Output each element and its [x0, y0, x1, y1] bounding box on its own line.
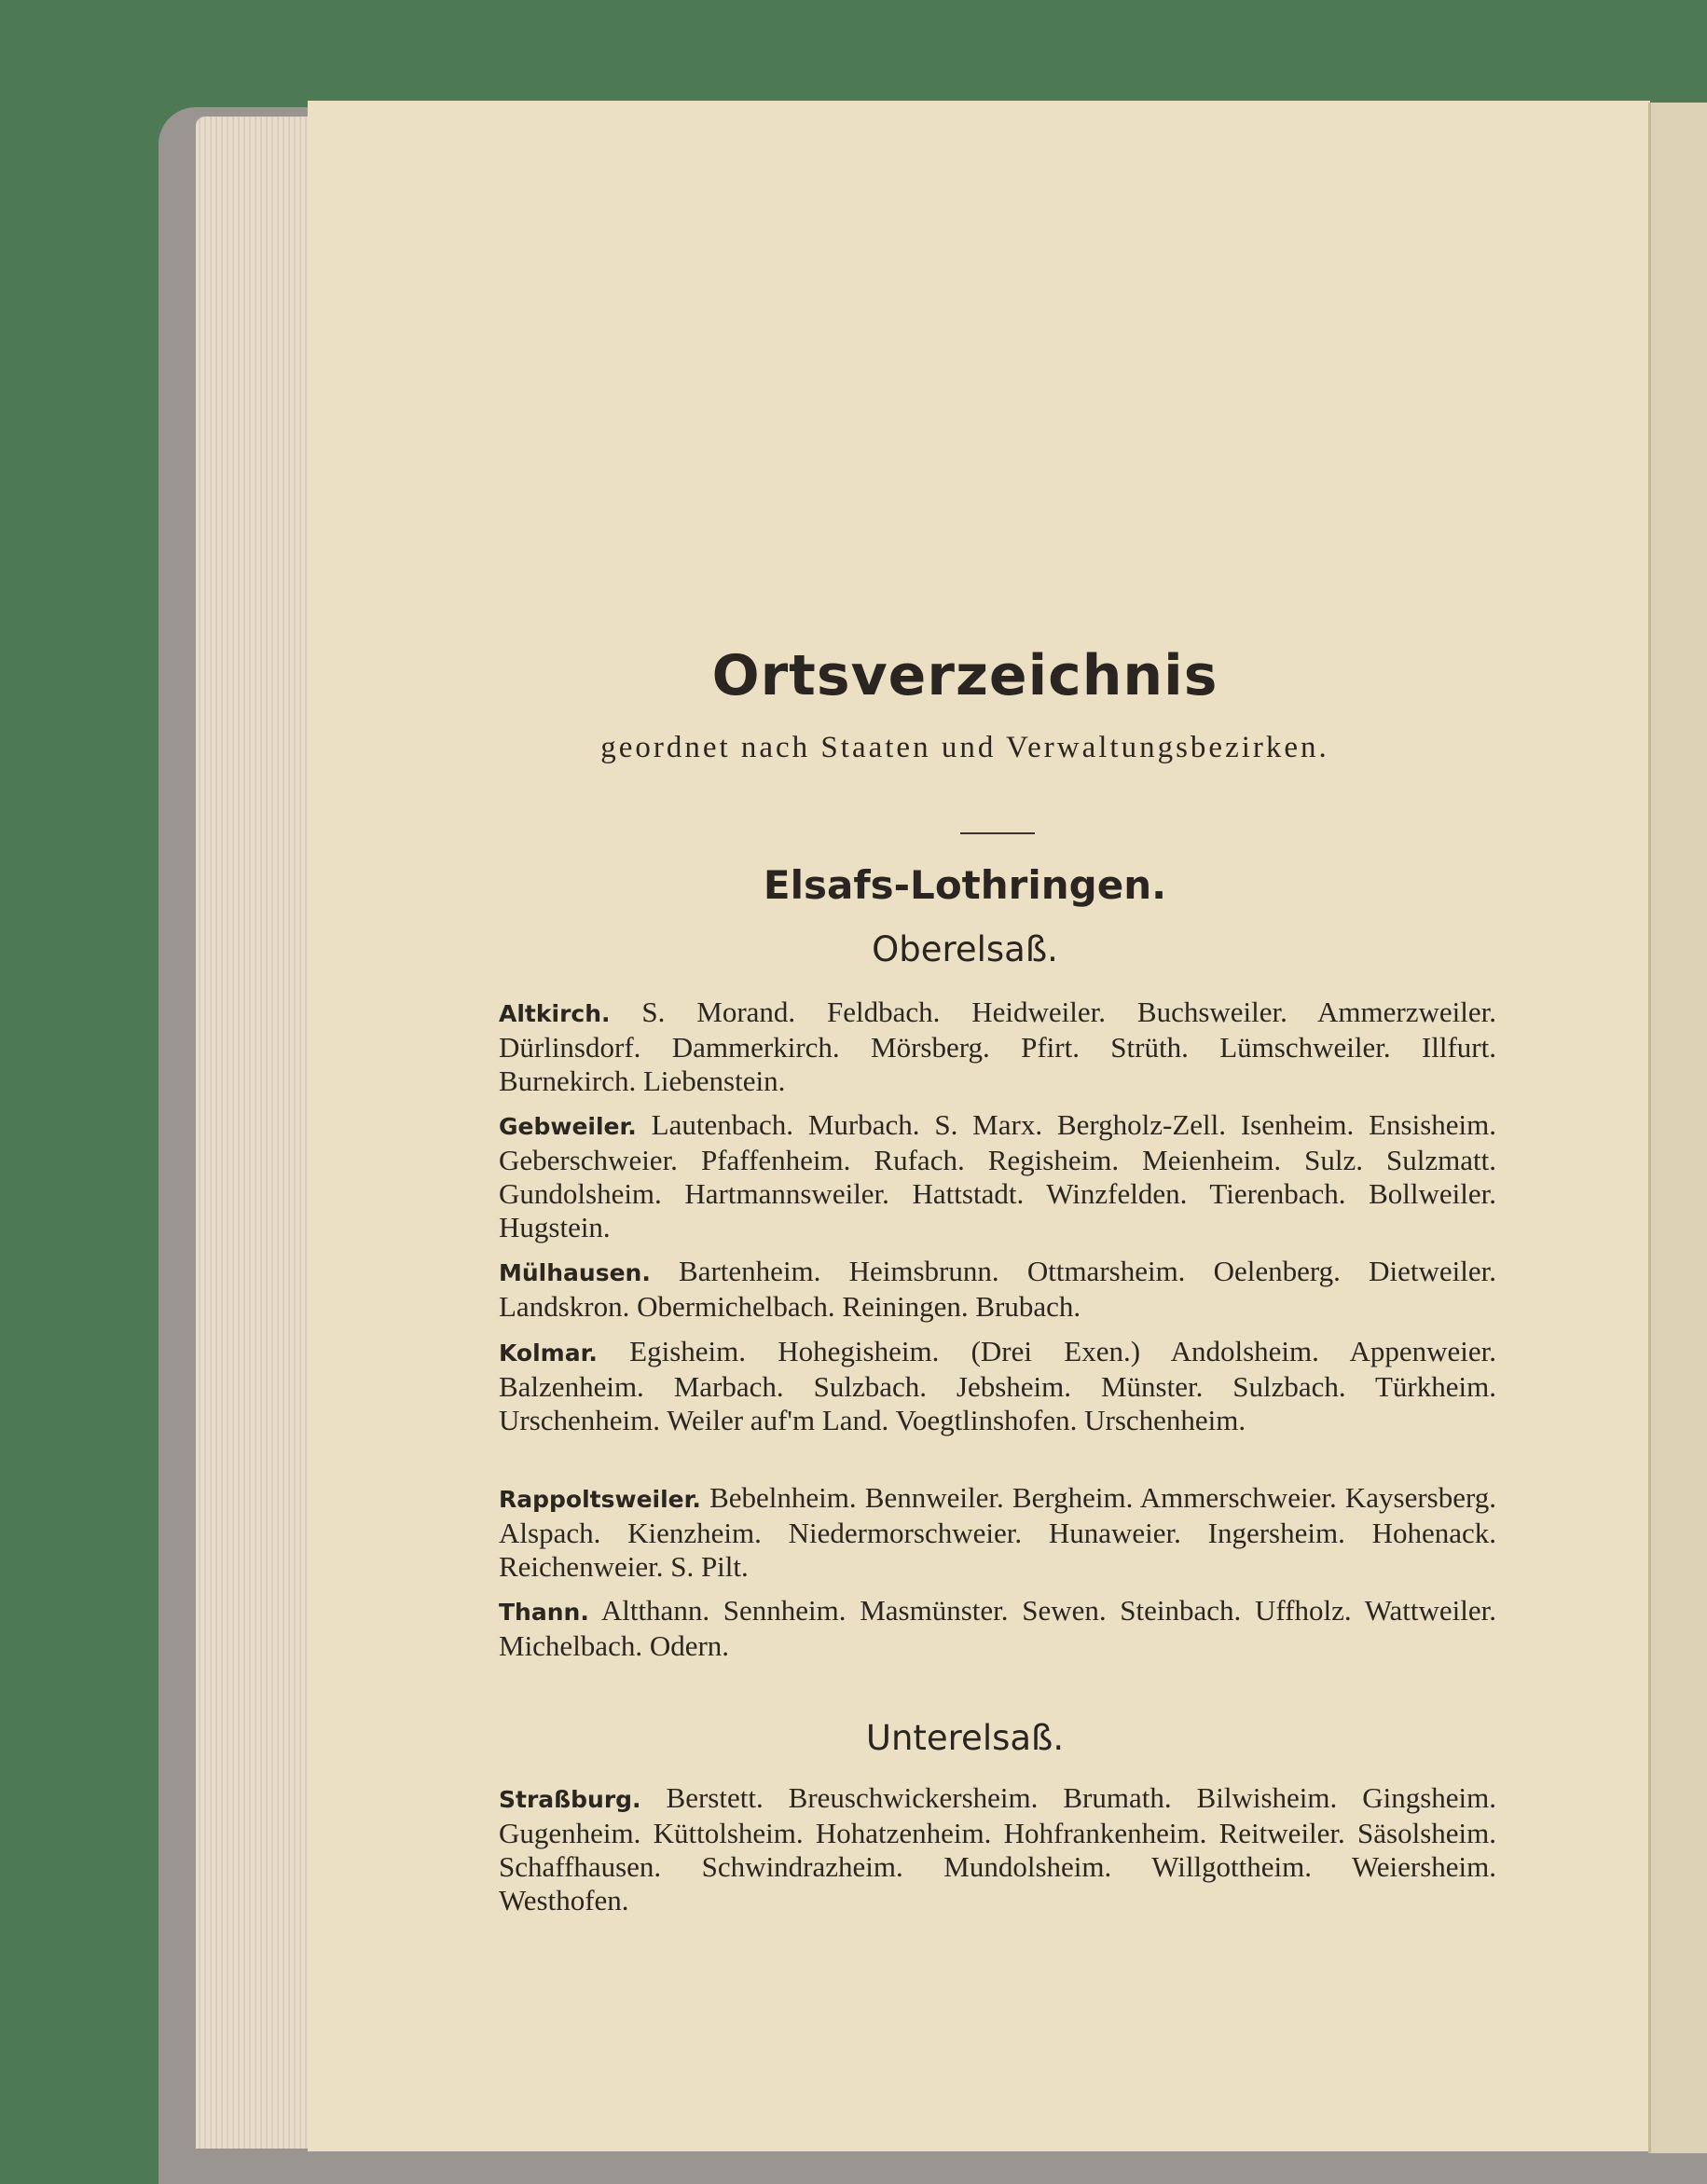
- page-subtitle: geordnet nach Staaten und Verwaltungsbezirken.: [600, 731, 1329, 764]
- entry-text: Egisheim. Hohegisheim. (Drei Exen.) Andolsheim. Appenweier. Balzenheim. Marbach. Sulzbach. Jebsheim. Münster. Sulzbach. Türkheim. Urschenheim. Weiler auf'm Land. Voegtlinshofen. Urschenheim.: [499, 1335, 1496, 1436]
- entry-text: Altthann. Sennheim. Masmünster. Sewen. Steinbach. Uffholz. Wattweiler. Michelbach. Odern.: [499, 1594, 1496, 1662]
- entry-head: Rappoltsweiler.: [499, 1486, 701, 1513]
- district-heading: Oberelsaß.: [872, 929, 1058, 969]
- title-divider: [960, 832, 1035, 834]
- list-item: [499, 1108, 1496, 1244]
- list-item: [499, 1255, 1496, 1324]
- entry-text: Berstett. Breuschwickersheim. Brumath. Bilwisheim. Gingsheim. Gugenheim. Küttolsheim. Hohatzenheim. Hohfrankenheim. Reitweiler. Säsolsheim. Schaffhausen. Schwindrazheim. Mundolsheim. Willgottheim. Weiersheim. Westhofen.: [499, 1781, 1496, 1916]
- entry-head: Altkirch.: [499, 1000, 611, 1027]
- district-heading: Unterelsaß.: [865, 1718, 1065, 1758]
- entry-head: Kolmar.: [499, 1339, 598, 1367]
- entry-head: Gebweiler.: [499, 1113, 637, 1140]
- list-item: [499, 996, 1496, 1098]
- state-heading: Elsafs-Lothringen.: [763, 862, 1167, 908]
- entry-text: Lautenbach. Murbach. S. Marx. Bergholz-Zell. Isenheim. Ensisheim. Geberschweier. Pfaffenheim. Rufach. Regisheim. Meienheim. Sulz. Sulzmatt. Gundolsheim. Hartmannsweiler. Hattstadt. Winzfelden. Tierenbach. Bollweiler. Hugstein.: [499, 1108, 1496, 1243]
- facing-page-edge: [1648, 103, 1707, 2153]
- list-item: [499, 1594, 1496, 1663]
- entry-head: Thann.: [499, 1599, 589, 1626]
- list-item: [499, 1781, 1496, 1917]
- page-title: Ortsverzeichnis: [711, 643, 1218, 708]
- entry-text: Bartenheim. Heimsbrunn. Ottmarsheim. Oelenberg. Dietweiler. Landskron. Obermichelbach. Reiningen. Brubach.: [499, 1255, 1496, 1323]
- entry-text: Bebelnheim. Bennweiler. Bergheim. Ammerschweier. Kaysersberg. Alspach. Kienzheim. Niedermorschweier. Hunaweier. Ingersheim. Hohenack. Reichenweier. S. Pilt.: [499, 1481, 1496, 1583]
- list-item: [499, 1335, 1496, 1437]
- page-edges: [196, 117, 317, 2149]
- entry-text: S. Morand. Feldbach. Heidweiler. Buchsweiler. Ammerzweiler. Dürlinsdorf. Dammerkirch. Mörsberg. Pfirt. Strüth. Lümschweiler. Illfurt. Burnekirch. Liebenstein.: [499, 996, 1496, 1097]
- list-item: [499, 1481, 1496, 1584]
- entry-head: Mülhausen.: [499, 1259, 651, 1286]
- entry-head: Straßburg.: [499, 1786, 641, 1813]
